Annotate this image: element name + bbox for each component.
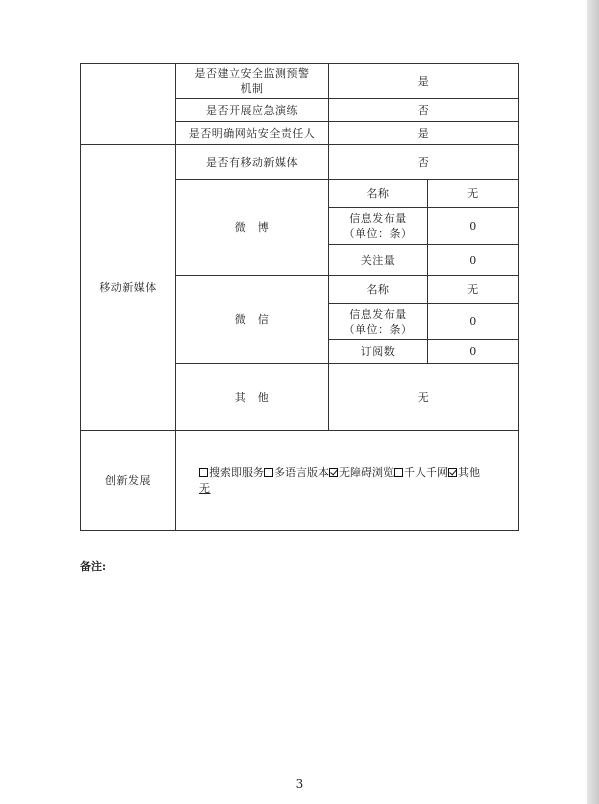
security-section-cell bbox=[81, 64, 176, 145]
wechat-subscribers-value: 0 bbox=[428, 340, 519, 364]
page-number: 3 bbox=[295, 777, 304, 791]
monitoring-label: 是否建立安全监测预警 机制 bbox=[176, 64, 329, 99]
option-search-as-service[interactable]: 搜索即服务 bbox=[199, 466, 264, 479]
wechat-posts-value: 0 bbox=[428, 304, 519, 340]
wechat-name-label: 名称 bbox=[329, 276, 428, 304]
mobile-section-label: 移动新媒体 bbox=[81, 145, 176, 431]
wechat-posts-label: 信息发布量 （单位：条） bbox=[329, 304, 428, 340]
weibo-followers-value: 0 bbox=[428, 245, 519, 276]
other-innovation-value: 无 bbox=[199, 481, 211, 495]
weibo-label: 微 博 bbox=[176, 180, 329, 276]
drill-value: 否 bbox=[329, 99, 519, 122]
drill-label: 是否开展应急演练 bbox=[176, 99, 329, 122]
wechat-subscribers-label: 订阅数 bbox=[329, 340, 428, 364]
checkbox-icon bbox=[199, 468, 208, 477]
weibo-followers-label: 关注量 bbox=[329, 245, 428, 276]
page-edge-shadow bbox=[587, 0, 599, 804]
weibo-posts-label: 信息发布量 （单位：条） bbox=[329, 208, 428, 245]
innovation-section-label: 创新发展 bbox=[81, 431, 176, 531]
checkbox-icon bbox=[264, 468, 273, 477]
option-accessibility[interactable]: 无障碍浏览 bbox=[329, 466, 394, 479]
monitoring-value: 是 bbox=[329, 64, 519, 99]
innovation-options-cell bbox=[176, 431, 519, 531]
option-multilingual[interactable]: 多语言版本 bbox=[264, 466, 329, 479]
has-mobile-value: 否 bbox=[329, 145, 519, 180]
has-mobile-label: 是否有移动新媒体 bbox=[176, 145, 329, 180]
other-media-label: 其 他 bbox=[176, 364, 329, 431]
checkbox-icon bbox=[394, 468, 403, 477]
website-info-table bbox=[80, 63, 519, 531]
remarks-label: 备注: bbox=[80, 560, 107, 573]
checkbox-checked-icon bbox=[329, 468, 338, 477]
responsible-value: 是 bbox=[329, 122, 519, 145]
wechat-label: 微 信 bbox=[176, 276, 329, 364]
option-other[interactable]: 其他 bbox=[448, 466, 480, 479]
weibo-name-value: 无 bbox=[428, 180, 519, 208]
responsible-label: 是否明确网站安全责任人 bbox=[176, 122, 329, 145]
other-media-value: 无 bbox=[329, 364, 519, 431]
weibo-posts-value: 0 bbox=[428, 208, 519, 245]
wechat-name-value: 无 bbox=[428, 276, 519, 304]
checkbox-checked-icon bbox=[448, 468, 457, 477]
innovation-options bbox=[199, 465, 512, 481]
weibo-name-label: 名称 bbox=[329, 180, 428, 208]
option-personalized[interactable]: 千人千网 bbox=[394, 466, 448, 479]
